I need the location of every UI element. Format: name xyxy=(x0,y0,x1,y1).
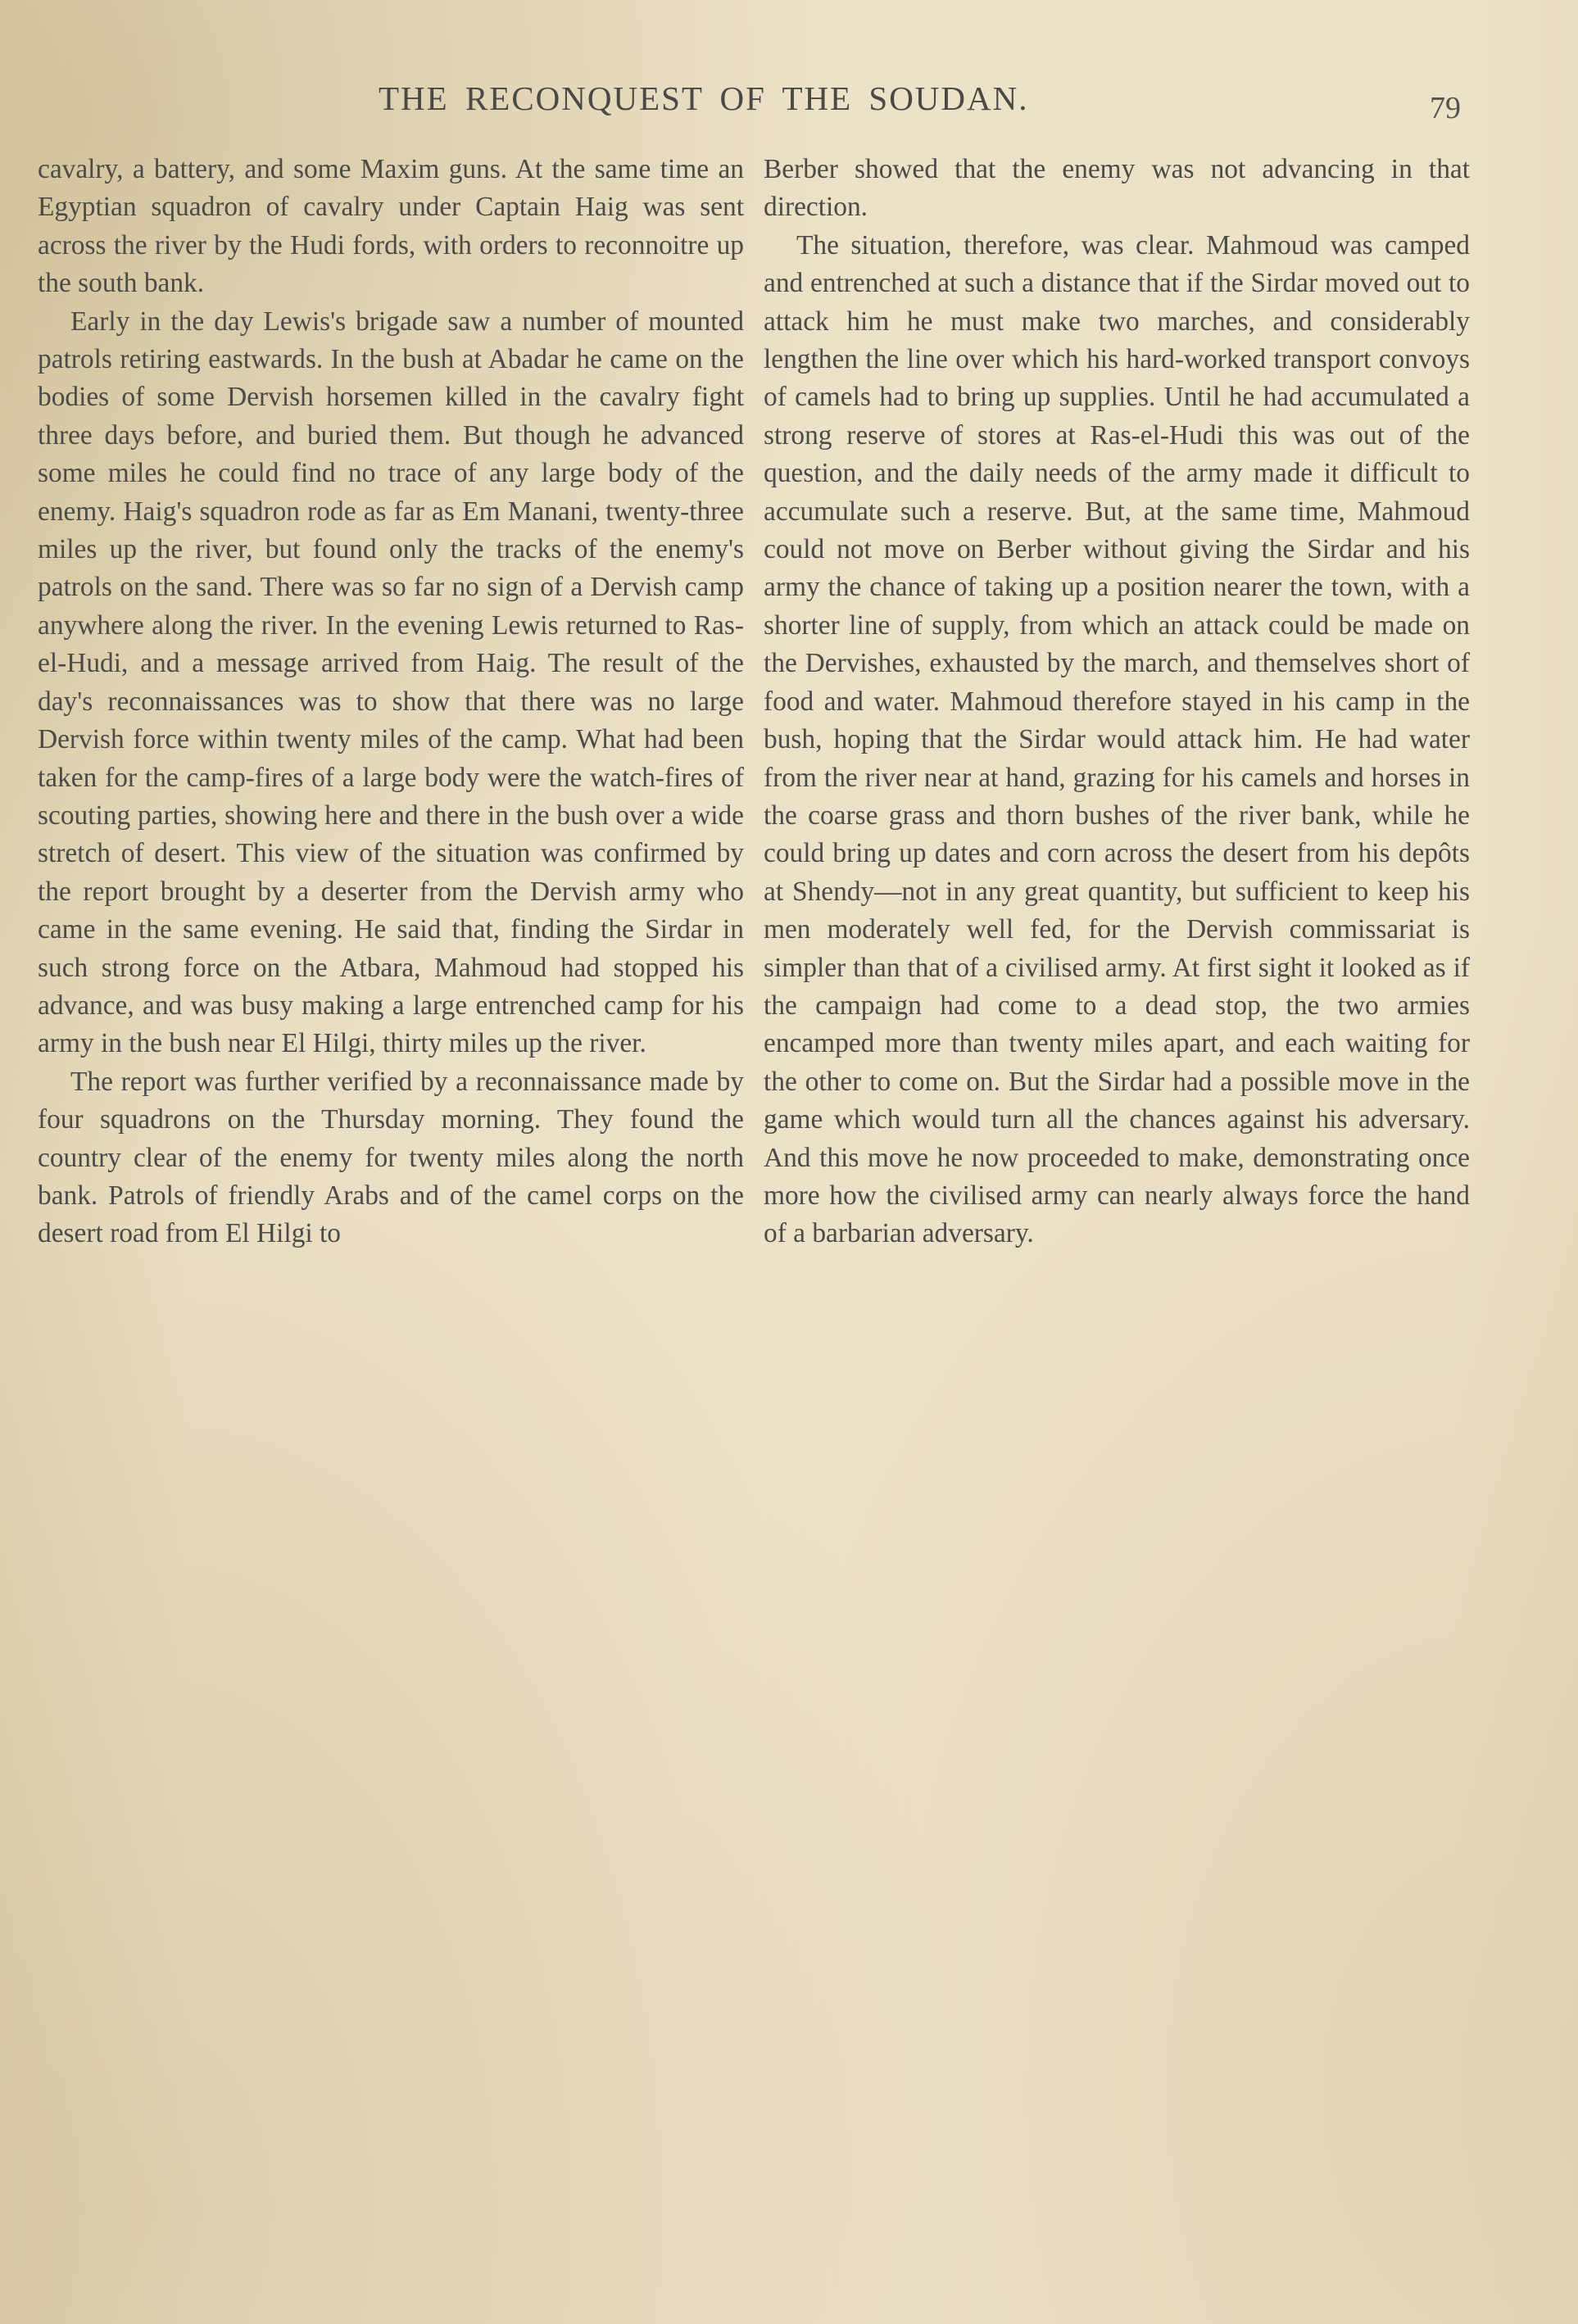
paragraph: Berber showed that the enemy was not advancing in that direction. xyxy=(764,154,1470,223)
page-number: 79 xyxy=(1430,91,1461,125)
paragraph: Early in the day Lewis's brigade saw a number of mounted patrols retiring eastwards. In the bush at Abadar he came on the bodies of some Dervish horsemen killed in the cavalry fight three days before, and buried them. But though he advanced some miles he could find no trace of any large body of the enemy. Haig's squadron rode as far as Em Manani, twenty-three miles up the river, but found only the tracks of the enemy's patrols on the sand. There was so far no sign of a Dervish camp anywhere along the river. In the evening Lewis returned to Ras-el-Hudi, and a message arrived from Haig. The result of the day's reconnaissances was to show that there was no large Dervish force within twenty miles of the camp. What had been taken for the camp-fires of a large body were the watch-fires of scouting parties, showing here and there in the bush over a wide stretch of desert. This view of the situation was confirmed by the report brought by a deserter from the Dervish army who came in the same evening. He said that, finding the Sirdar in such strong force on the Atbara, Mahmoud had stopped his advance, and was busy making a large entrenched camp for his army in the bush near El Hilgi, thirty miles up the river. xyxy=(38,306,744,1059)
paragraph: The situation, therefore, was clear. Mahmoud was camped and entrenched at such a distance that if the Sirdar moved out to attack him he must make two marches, and considerably lengthen the line over which his hard-worked transport convoys of camels had to bring up supplies. Until he had accumulated a strong reserve of stores at Ras-el-Hudi this was out of the question, and the daily needs of the army made it difficult to accumulate such a reserve. But, at the same time, Mahmoud could not move on Berber without giving the Sirdar and his army the chance of taking up a position nearer the town, with a shorter line of supply, from which an attack could be made on the Dervishes, exhausted by the march, and themselves short of food and water. Mahmoud therefore stayed in his camp in the bush, hoping that the Sirdar would attack him. He had water from the river near at hand, grazing for his camels and horses in the coarse grass and thorn bushes of the river bank, while he could bring up dates and corn across the desert from his depôts at Shendy—not in any great quantity, but sufficient to keep his men moderately well fed, for the Dervish commissariat is simpler than that of a civilised army. At first sight it looked as if the campaign had come to a dead stop, the two armies encamped more than twenty miles apart, and each waiting for the other to come on. But the Sirdar had a possible move in the game which would turn all the chances against his adversary. And this move he now proceeded to make, demonstrating once more how the civilised army can nearly always force the hand of a barbarian adversary. xyxy=(764,229,1470,1249)
running-title: THE RECONQUEST OF THE SOUDAN. xyxy=(379,79,1029,117)
paragraph: The report was further verified by a reconnaissance made by four squadrons on the Thursday morning. They found the country clear of the enemy for twenty miles along the north bank. Patrols of friendly Arabs and of the camel corps on the desert road from El Hilgi to xyxy=(38,1066,744,1249)
right-column xyxy=(764,151,1470,1253)
running-header xyxy=(0,79,1578,128)
paragraph: cavalry, a battery, and some Maxim guns. At the same time an Egyptian squadron of cavalry under Captain Haig was sent across the river by the Hudi fords, with orders to reconnoitre up the south bank. xyxy=(38,154,744,299)
left-column xyxy=(38,151,744,1253)
